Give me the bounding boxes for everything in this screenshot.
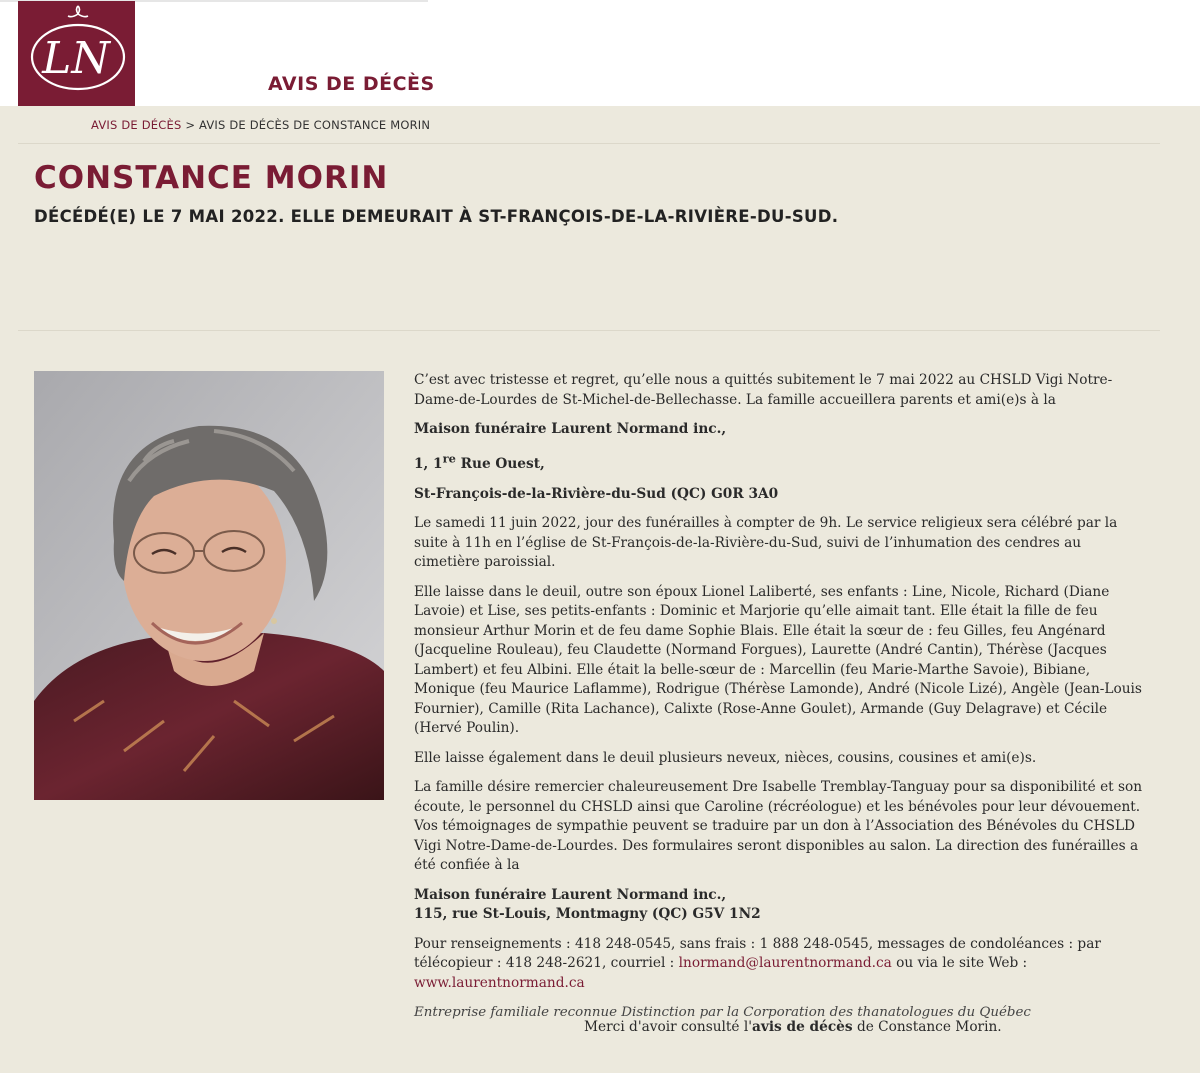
funeral-home-name-text: Maison funéraire Laurent Normand inc., xyxy=(414,421,727,437)
header-title: AVIS DE DÉCÈS xyxy=(268,73,435,95)
breadcrumb-current: AVIS DE DÉCÈS DE CONSTANCE MORIN xyxy=(199,118,431,132)
brand-logo[interactable] xyxy=(18,1,135,106)
funeral-home-address2: 115, rue St-Louis, Montmagny (QC) G5V 1N2 xyxy=(414,906,761,923)
distinction-text: Entreprise familiale reconnue Distinction par la Corporation des thanatologues du Québec xyxy=(414,1005,1031,1021)
obituary-text xyxy=(414,371,1150,1033)
funeral-home-name2: Maison funéraire Laurent Normand inc., xyxy=(414,886,727,903)
paragraph-service: Le samedi 11 juin 2022, jour des funérailles à compter de 9h. Le service religieux sera célébré par la suite à 11h en l’église de St-François-de-la-Rivière-du-Sud, suivi de l’inhumation des cendres au cimetière paroissial. xyxy=(414,515,1118,571)
thanks-suffix: de Constance Morin. xyxy=(852,1019,1002,1035)
paragraph-intro: C’est avec tristesse et regret, qu’elle nous a quittés subitement le 7 mai 2022 au CHSLD Vigi Notre-Dame-de-Lourdes de St-Michel-de-Bellechasse. La famille accueillera parents et ami(e)s à la xyxy=(414,372,1113,408)
portrait-image xyxy=(34,371,384,800)
paragraph-thanks: La famille désire remercier chaleureusement Dre Isabelle Tremblay-Tanguay pour sa disponibilité et son écoute, le personnel du CHSLD ainsi que Caroline (récréologue) et les bénévoles pour leur dévouement. Vos témoignages de sympathie peuvent se traduire par un don à l’Association des Bénévoles du CHSLD Vigi Notre-Dame-de-Lourdes. Des formulaires seront disponibles au salon. La direction des funérailles a été confiée à la xyxy=(414,779,1143,874)
deceased-name: CONSTANCE MORIN xyxy=(34,160,389,196)
address-prefix: 1, 1 xyxy=(414,456,443,473)
website-link[interactable]: www.laurentnormand.ca xyxy=(414,974,585,991)
paragraph-contact xyxy=(414,935,1150,994)
footer-thanks xyxy=(584,1019,1002,1035)
deceased-photo xyxy=(34,371,384,800)
breadcrumb-separator: > xyxy=(185,118,196,132)
thanks-bold: avis de décès xyxy=(752,1019,853,1035)
death-subtitle: DÉCÉDÉ(E) LE 7 MAI 2022. ELLE DEMEURAIT À ST-FRANÇOIS-DE-LA-RIVIÈRE-DU-SUD. xyxy=(34,207,839,226)
address-sup: re xyxy=(442,451,456,466)
top-header xyxy=(0,0,1200,106)
divider-top xyxy=(18,143,1160,144)
contact-mid: ou via le site Web : xyxy=(891,955,1028,972)
contact-text: Pour renseignements : 418 248-0545, sans frais : 1 888 248-0545, messages de condoléances : par télécopieur : 418 248-2621, courriel : xyxy=(414,935,1101,972)
logo-icon xyxy=(18,1,135,106)
breadcrumb-link-avis[interactable]: AVIS DE DÉCÈS xyxy=(91,118,182,132)
funeral-home-block xyxy=(414,886,1150,925)
email-link[interactable]: lnormand@laurentnormand.ca xyxy=(678,955,892,972)
paragraph-family: Elle laisse dans le deuil, outre son époux Lionel Laliberté, ses enfants : Line, Nicole, Richard (Diane Lavoie) et Lise, ses petits-enfants : Dominic et Marjorie qu’elle aimait tant. Elle était la fille de feu monsieur Arthur Morin et de feu dame Sophie Blais. Elle était la sœur de : feu Gilles, feu Angénard (Jacqueline Rouleau), feu Claudette (Normand Forgues), Laurette (André Cantin), Thérèse (Jacques Lambert) et feu Albini. Elle était la belle-sœur de : Marcellin (feu Marie-Marthe Savoie), Bibiane, Monique (feu Maurice Laflamme), Rodrigue (Thérèse Lamonde), André (Nicole Lizé), Angèle (Jean-Louis Fournier), Camille (Rita Lachance), Calixte (Rose-Anne Goulet), Armande (Guy Delagrave) et Cécile (Hervé Poulin). xyxy=(414,583,1142,737)
funeral-home-name xyxy=(414,420,1150,440)
funeral-home-city-text: St-François-de-la-Rivière-du-Sud (QC) G0R 3A0 xyxy=(414,485,779,502)
address-suffix: Rue Ouest, xyxy=(455,456,545,473)
svg-text:LN: LN xyxy=(42,33,110,84)
breadcrumb xyxy=(91,118,430,132)
paragraph-relatives: Elle laisse également dans le deuil plusieurs neveux, nièces, cousins, cousines et ami(e)s. xyxy=(414,749,1037,766)
divider-middle xyxy=(18,330,1160,331)
funeral-home-address xyxy=(414,450,1150,475)
thanks-prefix: Merci d'avoir consulté l' xyxy=(584,1019,753,1035)
funeral-home-city xyxy=(414,485,1150,505)
